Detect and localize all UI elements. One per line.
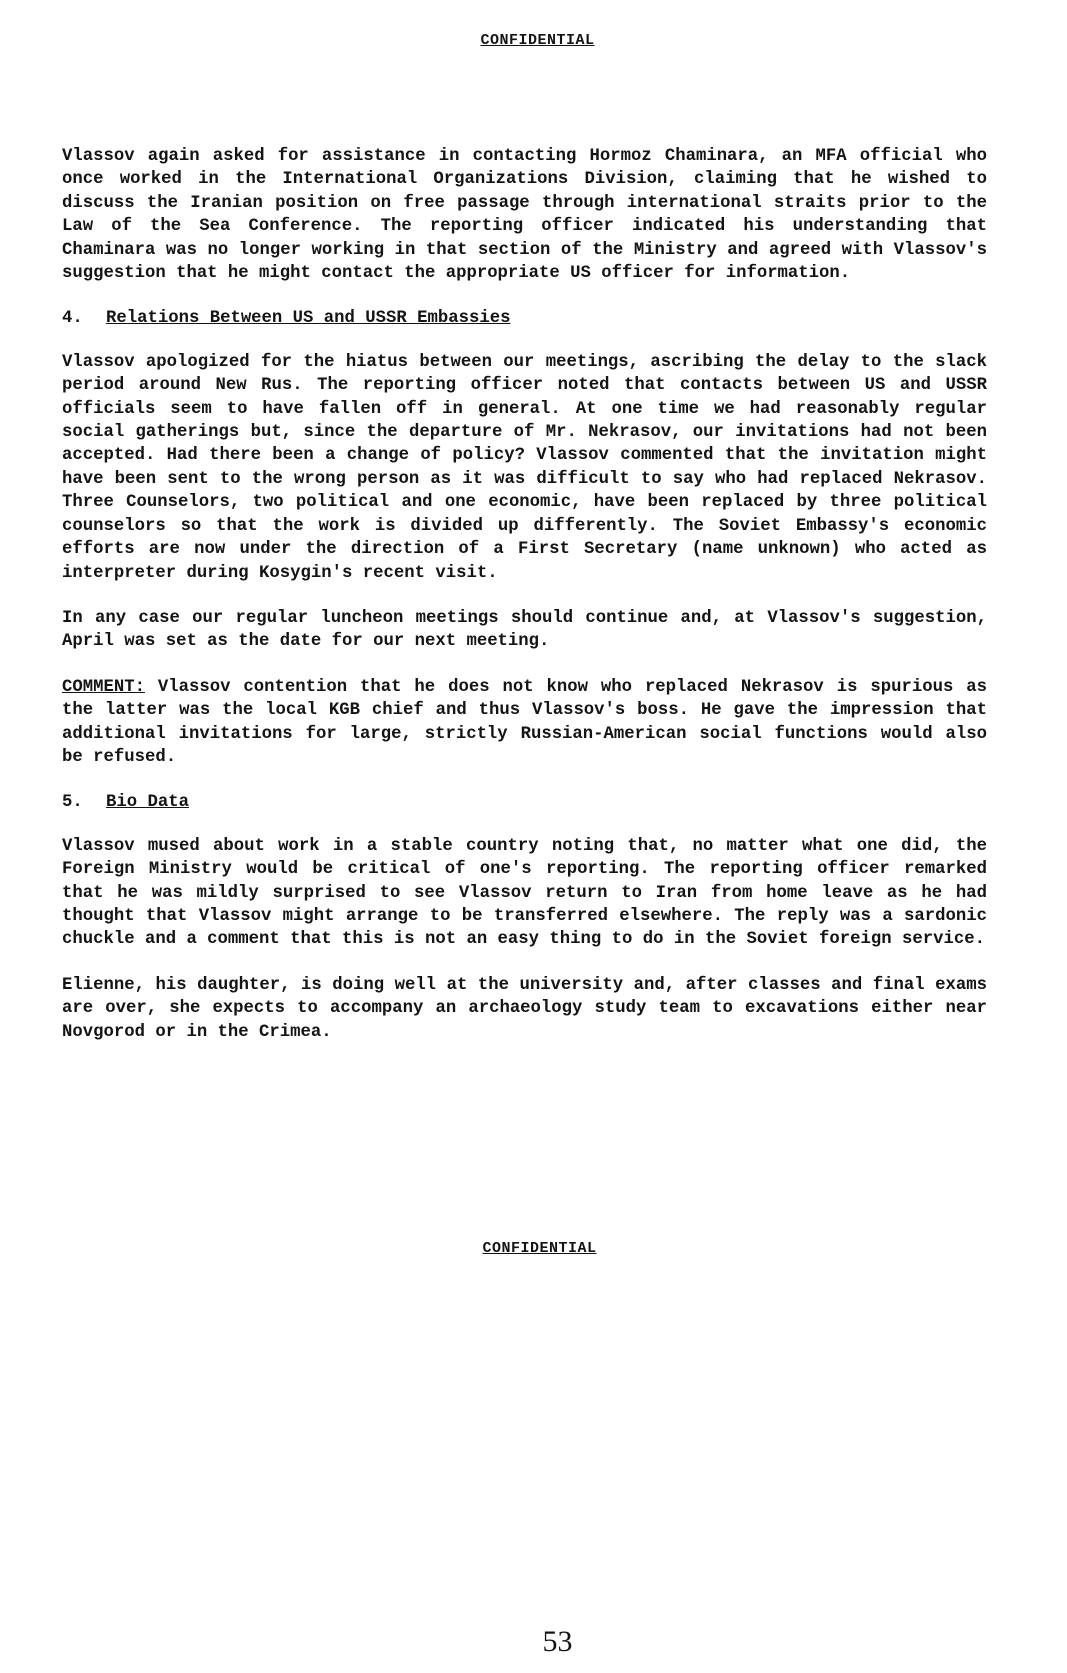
paragraph-bio-work: Vlassov mused about work in a stable country noting that, no matter what one did, the Foreign Ministry would be critical of one's reporting. The reporting officer remarked that he was mildly surprised to see Vlassov return to Iran from home leave as he had thought that Vlassov might arrange to be transferred elsewhere. The reply was a sardonic chuckle and a comment that this is not an easy thing to do in the Soviet foreign service. — [62, 836, 987, 950]
paragraph-comment — [62, 676, 987, 770]
classification-bottom-label: CONFIDENTIAL — [482, 1240, 597, 1257]
document-body — [62, 145, 987, 1066]
section-heading-5 — [62, 791, 987, 814]
classification-top-label: CONFIDENTIAL — [480, 32, 595, 49]
comment-text: Vlassov contention that he does not know who replaced Nekrasov is spurious as the latter was the local KGB chief and thus Vlassov's boss. He gave the impression that additional invitations for large, strictly Russian-American social functions would also be refused. — [62, 677, 987, 767]
paragraph-relations: Vlassov apologized for the hiatus between our meetings, ascribing the delay to the slack period around New Rus. The reporting officer noted that contacts between US and USSR officials seem to have fallen off in general. At one time we had reasonably regular social gatherings but, since the departure of Mr. Nekrasov, our invitations had not been accepted. Had there been a change of policy? Vlassov commented that the invitation might have been sent to the wrong person as it was difficult to say who had replaced Nekrasov. Three Counselors, two political and one economic, have been replaced by three political counselors so that the work is divided up differently. The Soviet Embassy's economic efforts are now under the direction of a First Secretary (name unknown) who acted as interpreter during Kosygin's recent visit. — [62, 352, 987, 583]
paragraph-luncheon: In any case our regular luncheon meetings should continue and, at Vlassov's suggestion, April was set as the date for our next meeting. — [62, 608, 987, 652]
section-title-4: Relations Between US and USSR Embassies — [106, 309, 511, 329]
classification-footer — [0, 1240, 1067, 1257]
section-title-5: Bio Data — [106, 793, 189, 813]
section-number-5: 5. — [62, 793, 83, 813]
comment-label: COMMENT: — [62, 677, 145, 697]
paragraph-chaminara: Vlassov again asked for assistance in contacting Hormoz Chaminara, an MFA official who once worked in the International Organizations Division, claiming that he wished to discuss the Iranian position on free passage through international straits prior to the Law of the Sea Conference. The reporting officer indicated his understanding that Chaminara was no longer working in that section of the Ministry and agreed with Vlassov's suggestion that he might contact the appropriate US officer for information. — [62, 147, 987, 284]
paragraph-bio-daughter: Elienne, his daughter, is doing well at the university and, after classes and final exams are over, she expects to accompany an archaeology study team to excavations either near Novgorod or in the Crimea. — [62, 975, 987, 1042]
section-heading-4 — [62, 307, 987, 330]
page-number: 53 — [542, 1625, 573, 1658]
classification-header — [0, 32, 1067, 49]
section-number-4: 4. — [62, 309, 83, 329]
